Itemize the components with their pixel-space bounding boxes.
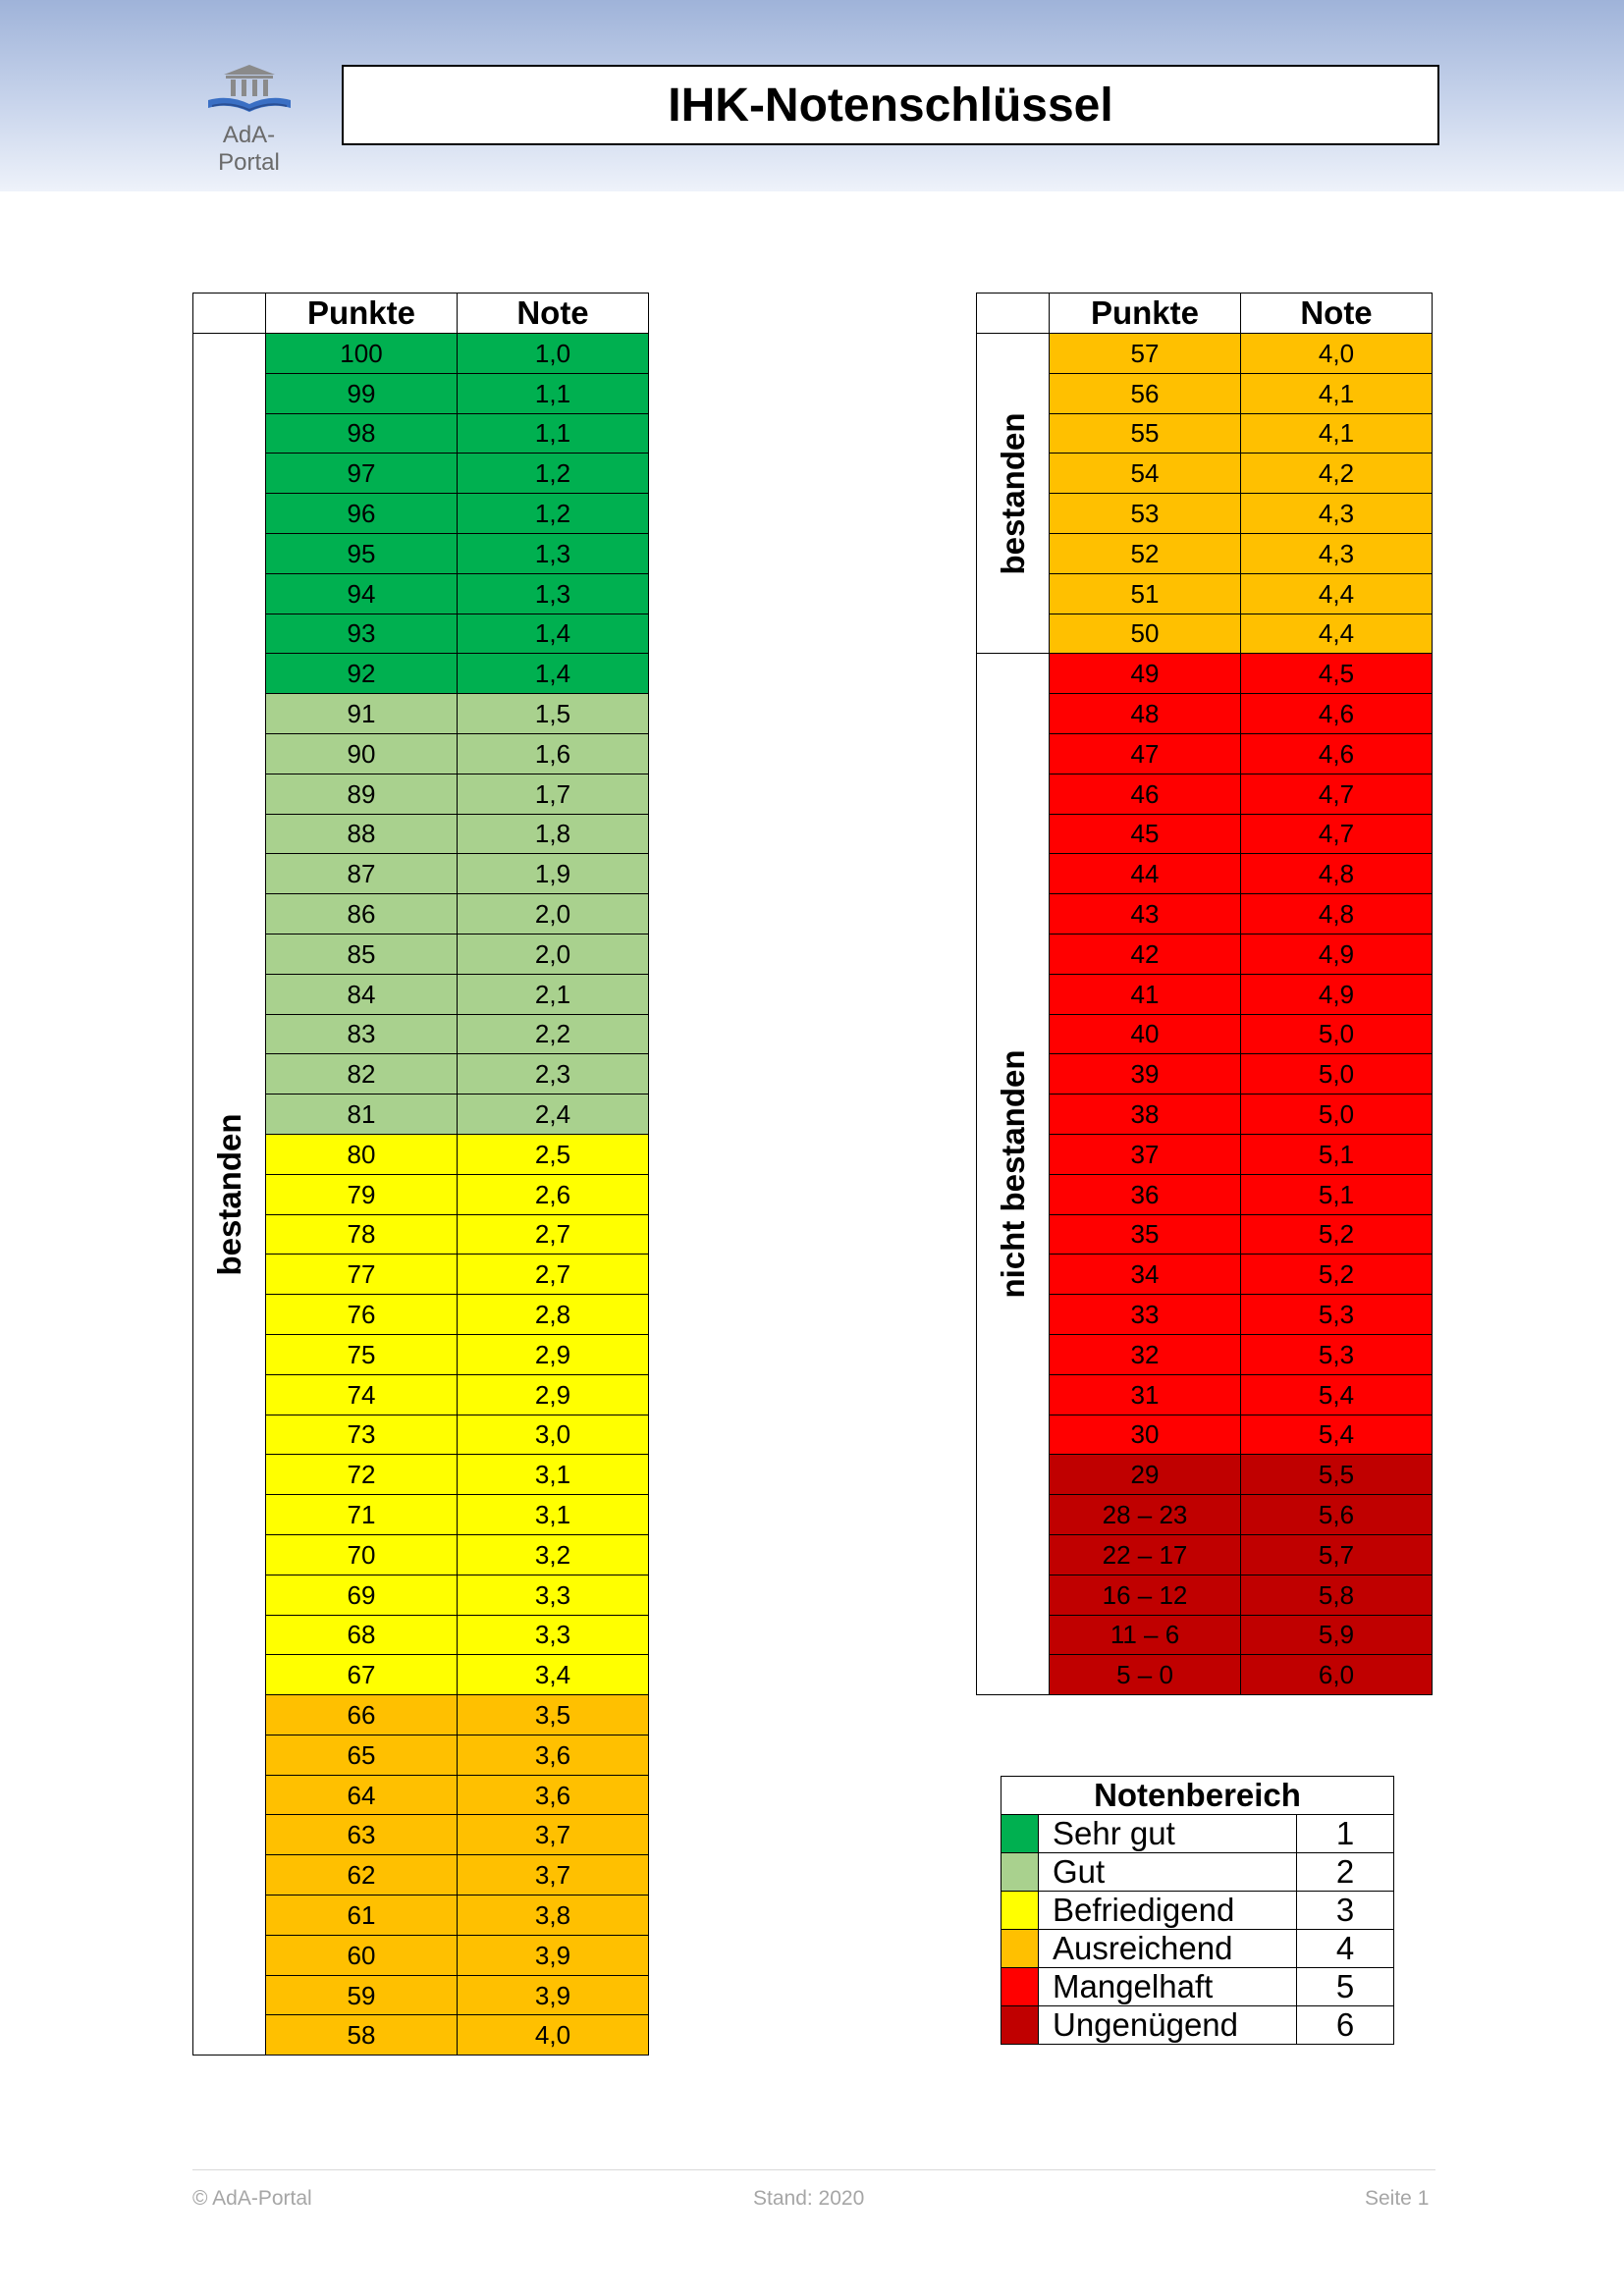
points-cell: 83	[266, 1014, 458, 1054]
points-cell: 5 – 0	[1050, 1655, 1241, 1695]
points-cell: 39	[1050, 1054, 1241, 1095]
grade-cell: 1,9	[458, 854, 649, 894]
points-cell: 88	[266, 814, 458, 854]
points-cell: 95	[266, 533, 458, 573]
points-cell: 64	[266, 1775, 458, 1815]
legend-color-swatch	[1001, 1892, 1039, 1930]
grade-cell: 1,6	[458, 733, 649, 774]
table-row	[193, 334, 649, 374]
points-cell: 71	[266, 1495, 458, 1535]
legend-row	[1001, 1930, 1394, 1968]
grade-cell: 5,1	[1241, 1134, 1433, 1174]
points-cell: 56	[1050, 373, 1241, 413]
grade-cell: 5,7	[1241, 1534, 1433, 1575]
legend-grade-number: 1	[1297, 1815, 1394, 1853]
logo-text: AdA-Portal	[218, 122, 280, 176]
grade-cell: 5,5	[1241, 1455, 1433, 1495]
grade-cell: 1,5	[458, 694, 649, 734]
grade-cell: 2,5	[458, 1134, 649, 1174]
legend-row	[1001, 1892, 1394, 1930]
points-cell: 66	[266, 1695, 458, 1735]
grade-cell: 4,8	[1241, 854, 1433, 894]
grade-cell: 4,8	[1241, 894, 1433, 934]
grade-cell: 3,4	[458, 1655, 649, 1695]
legend-color-swatch	[1001, 1853, 1039, 1892]
legend-color-swatch	[1001, 2006, 1039, 2045]
grade-cell: 2,0	[458, 894, 649, 934]
points-cell: 72	[266, 1455, 458, 1495]
grade-cell: 2,7	[458, 1255, 649, 1295]
grade-cell: 2,8	[458, 1295, 649, 1335]
points-cell: 81	[266, 1095, 458, 1135]
grade-cell: 4,0	[1241, 334, 1433, 374]
status-label: nicht bestanden	[994, 1049, 1031, 1299]
legend-grade-number: 6	[1297, 2006, 1394, 2045]
grade-cell: 5,4	[1241, 1415, 1433, 1455]
grade-cell: 4,4	[1241, 573, 1433, 614]
points-cell: 90	[266, 733, 458, 774]
points-cell: 93	[266, 614, 458, 654]
book-temple-icon	[204, 61, 295, 118]
table-header-row	[977, 294, 1433, 334]
footer-page-number: Seite 1	[1365, 2187, 1430, 2210]
grade-cell: 4,4	[1241, 614, 1433, 654]
points-cell: 46	[1050, 774, 1241, 814]
points-cell: 78	[266, 1214, 458, 1255]
table-row	[977, 334, 1433, 374]
points-cell: 33	[1050, 1295, 1241, 1335]
points-cell: 48	[1050, 694, 1241, 734]
points-cell: 60	[266, 1935, 458, 1975]
legend-grade-name: Mangelhaft	[1039, 1968, 1297, 2006]
points-cell: 76	[266, 1295, 458, 1335]
grade-cell: 4,1	[1241, 413, 1433, 454]
grade-table-right	[976, 293, 1433, 1695]
points-cell: 35	[1050, 1214, 1241, 1255]
points-cell: 87	[266, 854, 458, 894]
grade-cell: 1,4	[458, 654, 649, 694]
points-cell: 57	[1050, 334, 1241, 374]
grade-cell: 3,3	[458, 1615, 649, 1655]
grade-cell: 2,4	[458, 1095, 649, 1135]
points-cell: 75	[266, 1334, 458, 1374]
points-cell: 98	[266, 413, 458, 454]
points-cell: 65	[266, 1735, 458, 1775]
grade-cell: 5,8	[1241, 1575, 1433, 1615]
points-cell: 52	[1050, 533, 1241, 573]
grade-cell: 4,7	[1241, 814, 1433, 854]
points-cell: 92	[266, 654, 458, 694]
points-cell: 34	[1050, 1255, 1241, 1295]
points-cell: 89	[266, 774, 458, 814]
points-cell: 44	[1050, 854, 1241, 894]
grade-cell: 1,3	[458, 533, 649, 573]
points-cell: 82	[266, 1054, 458, 1095]
legend-color-swatch	[1001, 1815, 1039, 1853]
points-cell: 41	[1050, 974, 1241, 1014]
points-cell: 80	[266, 1134, 458, 1174]
points-cell: 32	[1050, 1334, 1241, 1374]
grade-cell: 1,8	[458, 814, 649, 854]
grade-cell: 1,2	[458, 454, 649, 494]
grade-cell: 5,1	[1241, 1174, 1433, 1214]
grade-cell: 2,3	[458, 1054, 649, 1095]
points-cell: 62	[266, 1855, 458, 1896]
footer-divider	[192, 2169, 1435, 2170]
grade-cell: 5,6	[1241, 1495, 1433, 1535]
points-cell: 84	[266, 974, 458, 1014]
footer-copyright: © AdA-Portal	[192, 2187, 312, 2210]
footer-date: Stand: 2020	[753, 2187, 865, 2210]
grade-cell: 4,2	[1241, 454, 1433, 494]
grade-cell: 1,4	[458, 614, 649, 654]
grade-cell: 5,2	[1241, 1214, 1433, 1255]
grade-cell: 1,1	[458, 413, 649, 454]
grade-cell: 5,3	[1241, 1334, 1433, 1374]
legend-grade-name: Gut	[1039, 1853, 1297, 1892]
points-cell: 42	[1050, 934, 1241, 974]
points-cell: 91	[266, 694, 458, 734]
grade-cell: 4,9	[1241, 934, 1433, 974]
grade-cell: 2,9	[458, 1334, 649, 1374]
grade-cell: 4,6	[1241, 694, 1433, 734]
grade-range-legend	[1001, 1776, 1394, 2045]
corner-cell	[977, 294, 1050, 334]
points-cell: 70	[266, 1534, 458, 1575]
status-label: bestanden	[210, 1113, 247, 1276]
grade-cell: 5,0	[1241, 1014, 1433, 1054]
grade-cell: 2,7	[458, 1214, 649, 1255]
points-cell: 37	[1050, 1134, 1241, 1174]
column-header-points: Punkte	[266, 294, 458, 334]
points-cell: 99	[266, 373, 458, 413]
points-cell: 68	[266, 1615, 458, 1655]
points-cell: 59	[266, 1975, 458, 2015]
grade-cell: 1,7	[458, 774, 649, 814]
corner-cell	[193, 294, 266, 334]
points-cell: 30	[1050, 1415, 1241, 1455]
grade-cell: 1,3	[458, 573, 649, 614]
table-row	[977, 654, 1433, 694]
grade-cell: 4,0	[458, 2015, 649, 2056]
grade-cell: 5,4	[1241, 1374, 1433, 1415]
points-cell: 54	[1050, 454, 1241, 494]
points-cell: 16 – 12	[1050, 1575, 1241, 1615]
points-cell: 40	[1050, 1014, 1241, 1054]
grade-cell: 4,7	[1241, 774, 1433, 814]
legend-grade-number: 3	[1297, 1892, 1394, 1930]
grade-cell: 4,1	[1241, 373, 1433, 413]
points-cell: 86	[266, 894, 458, 934]
legend-row	[1001, 1815, 1394, 1853]
legend-grade-name: Ausreichend	[1039, 1930, 1297, 1968]
points-cell: 100	[266, 334, 458, 374]
points-cell: 43	[1050, 894, 1241, 934]
points-cell: 22 – 17	[1050, 1534, 1241, 1575]
column-header-grade: Note	[1241, 294, 1433, 334]
grade-cell: 3,3	[458, 1575, 649, 1615]
points-cell: 97	[266, 454, 458, 494]
grade-cell: 5,9	[1241, 1615, 1433, 1655]
grade-cell: 2,6	[458, 1174, 649, 1214]
points-cell: 49	[1050, 654, 1241, 694]
points-cell: 79	[266, 1174, 458, 1214]
points-cell: 85	[266, 934, 458, 974]
grade-cell: 3,0	[458, 1415, 649, 1455]
points-cell: 28 – 23	[1050, 1495, 1241, 1535]
grade-cell: 2,1	[458, 974, 649, 1014]
grade-cell: 4,3	[1241, 533, 1433, 573]
grade-cell: 1,2	[458, 494, 649, 534]
column-header-points: Punkte	[1050, 294, 1241, 334]
grade-cell: 3,9	[458, 1935, 649, 1975]
legend-grade-number: 2	[1297, 1853, 1394, 1892]
grade-cell: 2,2	[458, 1014, 649, 1054]
points-cell: 61	[266, 1896, 458, 1936]
points-cell: 38	[1050, 1095, 1241, 1135]
grade-cell: 4,5	[1241, 654, 1433, 694]
legend-grade-name: Sehr gut	[1039, 1815, 1297, 1853]
grade-cell: 3,8	[458, 1896, 649, 1936]
status-label-cell	[193, 334, 266, 2056]
legend-grade-name: Befriedigend	[1039, 1892, 1297, 1930]
legend-color-swatch	[1001, 1930, 1039, 1968]
points-cell: 73	[266, 1415, 458, 1455]
points-cell: 51	[1050, 573, 1241, 614]
points-cell: 11 – 6	[1050, 1615, 1241, 1655]
grade-cell: 2,9	[458, 1374, 649, 1415]
legend-grade-name: Ungenügend	[1039, 2006, 1297, 2045]
grade-cell: 5,3	[1241, 1295, 1433, 1335]
status-label-cell	[977, 654, 1050, 1695]
grade-cell: 1,0	[458, 334, 649, 374]
legend-row	[1001, 1968, 1394, 2006]
table-header-row	[193, 294, 649, 334]
points-cell: 67	[266, 1655, 458, 1695]
grade-table-left	[192, 293, 649, 2056]
logo	[192, 61, 305, 176]
grade-cell: 3,7	[458, 1855, 649, 1896]
points-cell: 31	[1050, 1374, 1241, 1415]
grade-cell: 3,2	[458, 1534, 649, 1575]
points-cell: 36	[1050, 1174, 1241, 1214]
legend-grade-number: 4	[1297, 1930, 1394, 1968]
grade-cell: 5,0	[1241, 1095, 1433, 1135]
points-cell: 96	[266, 494, 458, 534]
points-cell: 63	[266, 1815, 458, 1855]
grade-cell: 5,0	[1241, 1054, 1433, 1095]
legend-color-swatch	[1001, 1968, 1039, 2006]
points-cell: 53	[1050, 494, 1241, 534]
legend-row	[1001, 1853, 1394, 1892]
legend-grade-number: 5	[1297, 1968, 1394, 2006]
grade-cell: 5,2	[1241, 1255, 1433, 1295]
grade-cell: 6,0	[1241, 1655, 1433, 1695]
column-header-grade: Note	[458, 294, 649, 334]
points-cell: 74	[266, 1374, 458, 1415]
points-cell: 47	[1050, 733, 1241, 774]
points-cell: 29	[1050, 1455, 1241, 1495]
grade-cell: 4,9	[1241, 974, 1433, 1014]
points-cell: 69	[266, 1575, 458, 1615]
grade-cell: 4,6	[1241, 733, 1433, 774]
grade-cell: 3,6	[458, 1775, 649, 1815]
status-label-cell	[977, 334, 1050, 654]
grade-cell: 3,1	[458, 1455, 649, 1495]
grade-cell: 3,1	[458, 1495, 649, 1535]
grade-cell: 3,6	[458, 1735, 649, 1775]
points-cell: 45	[1050, 814, 1241, 854]
page-title: IHK-Notenschlüssel	[342, 65, 1439, 145]
points-cell: 58	[266, 2015, 458, 2056]
grade-cell: 4,3	[1241, 494, 1433, 534]
points-cell: 94	[266, 573, 458, 614]
legend-row	[1001, 2006, 1394, 2045]
grade-cell: 1,1	[458, 373, 649, 413]
points-cell: 55	[1050, 413, 1241, 454]
points-cell: 50	[1050, 614, 1241, 654]
grade-cell: 3,5	[458, 1695, 649, 1735]
grade-cell: 3,9	[458, 1975, 649, 2015]
points-cell: 77	[266, 1255, 458, 1295]
grade-cell: 2,0	[458, 934, 649, 974]
legend-title: Notenbereich	[1001, 1777, 1394, 1815]
grade-cell: 3,7	[458, 1815, 649, 1855]
status-label: bestanden	[994, 412, 1031, 575]
